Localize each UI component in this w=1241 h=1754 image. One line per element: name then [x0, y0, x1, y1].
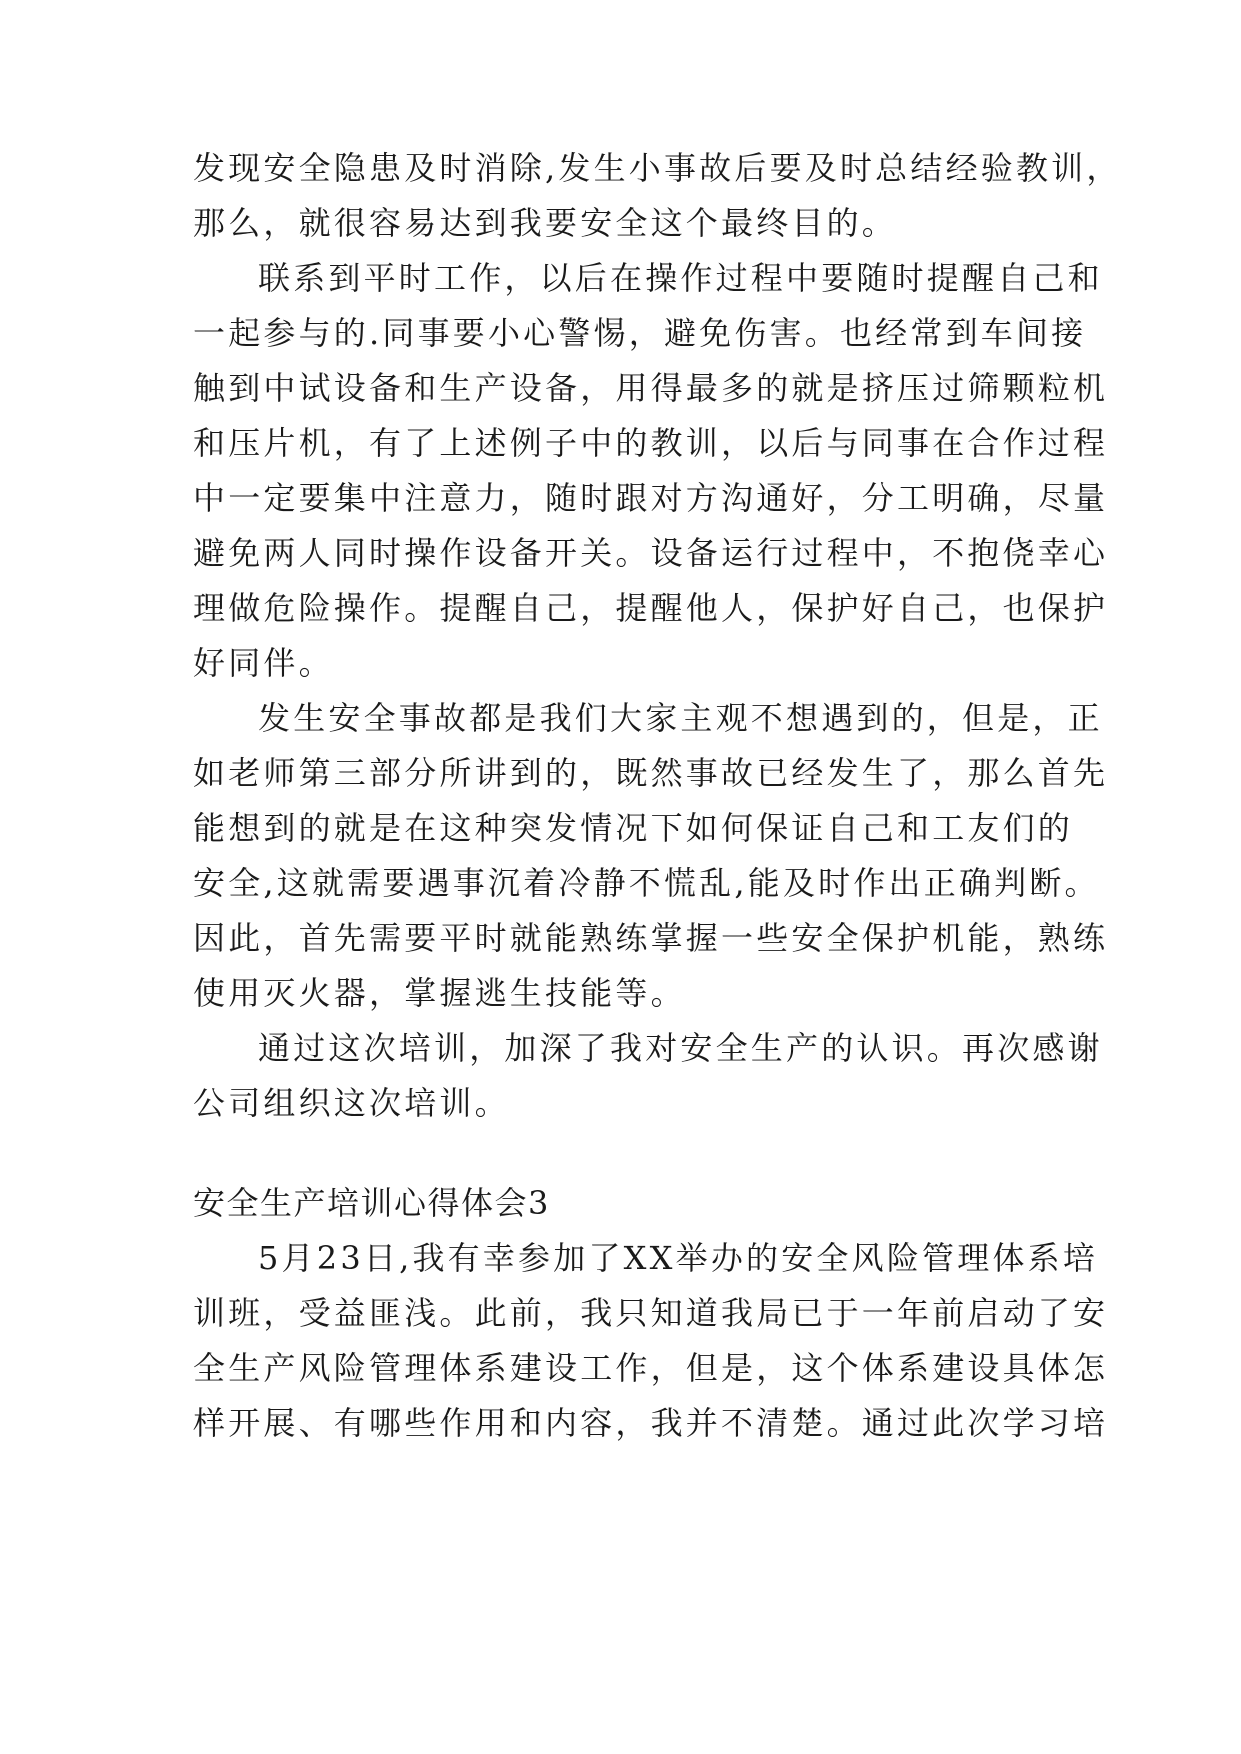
paragraph-line: 公司组织这次培训。: [193, 1084, 510, 1122]
paragraph-line: 那么，就很容易达到我要安全这个最终目的。: [193, 204, 898, 242]
paragraph-line: 样开展、有哪些作用和内容，我并不清楚。通过此次学习培: [193, 1404, 1109, 1442]
paragraph-line: 如老师第三部分所讲到的，既然事故已经发生了，那么首先: [193, 754, 1109, 792]
paragraph-line: 全生产风险管理体系建设工作，但是，这个体系建设具体怎: [193, 1349, 1109, 1387]
paragraph-line: 5月23日,我有幸参加了XX举办的安全风险管理体系培: [258, 1239, 1099, 1277]
section-heading: 安全生产培训心得体会3: [193, 1184, 550, 1222]
paragraph-line: 中一定要集中注意力，随时跟对方沟通好，分工明确，尽量: [193, 479, 1109, 517]
paragraph-line: 发现安全隐患及时消除,发生小事故后要及时总结经验教训，: [193, 149, 1122, 187]
paragraph-line: 联系到平时工作，以后在操作过程中要随时提醒自己和: [258, 259, 1103, 297]
paragraph-line: 好同伴。: [193, 644, 334, 682]
paragraph-line: 避免两人同时操作设备开关。设备运行过程中，不抱侥幸心: [193, 534, 1109, 572]
paragraph-line: 能想到的就是在这种突发情况下如何保证自己和工友们的: [193, 809, 1074, 847]
paragraph-line: 因此，首先需要平时就能熟练掌握一些安全保护机能，熟练: [193, 919, 1109, 957]
paragraph-line: 触到中试设备和生产设备，用得最多的就是挤压过筛颗粒机: [193, 369, 1109, 407]
paragraph-line: 发生安全事故都是我们大家主观不想遇到的，但是，正: [258, 699, 1103, 737]
paragraph-line: 和压片机，有了上述例子中的教训，以后与同事在合作过程: [193, 424, 1109, 462]
paragraph-line: 通过这次培训，加深了我对安全生产的认识。再次感谢: [258, 1029, 1103, 1067]
paragraph-line: 使用灭火器，掌握逃生技能等。: [193, 974, 686, 1012]
paragraph-line: 训班，受益匪浅。此前，我只知道我局已于一年前启动了安: [193, 1294, 1109, 1332]
paragraph-line: 理做危险操作。提醒自己，提醒他人，保护好自己，也保护: [193, 589, 1109, 627]
paragraph-line: 一起参与的.同事要小心警惕，避免伤害。也经常到车间接: [193, 314, 1087, 352]
paragraph-line: 安全,这就需要遇事沉着冷静不慌乱,能及时作出正确判断。: [193, 864, 1100, 902]
